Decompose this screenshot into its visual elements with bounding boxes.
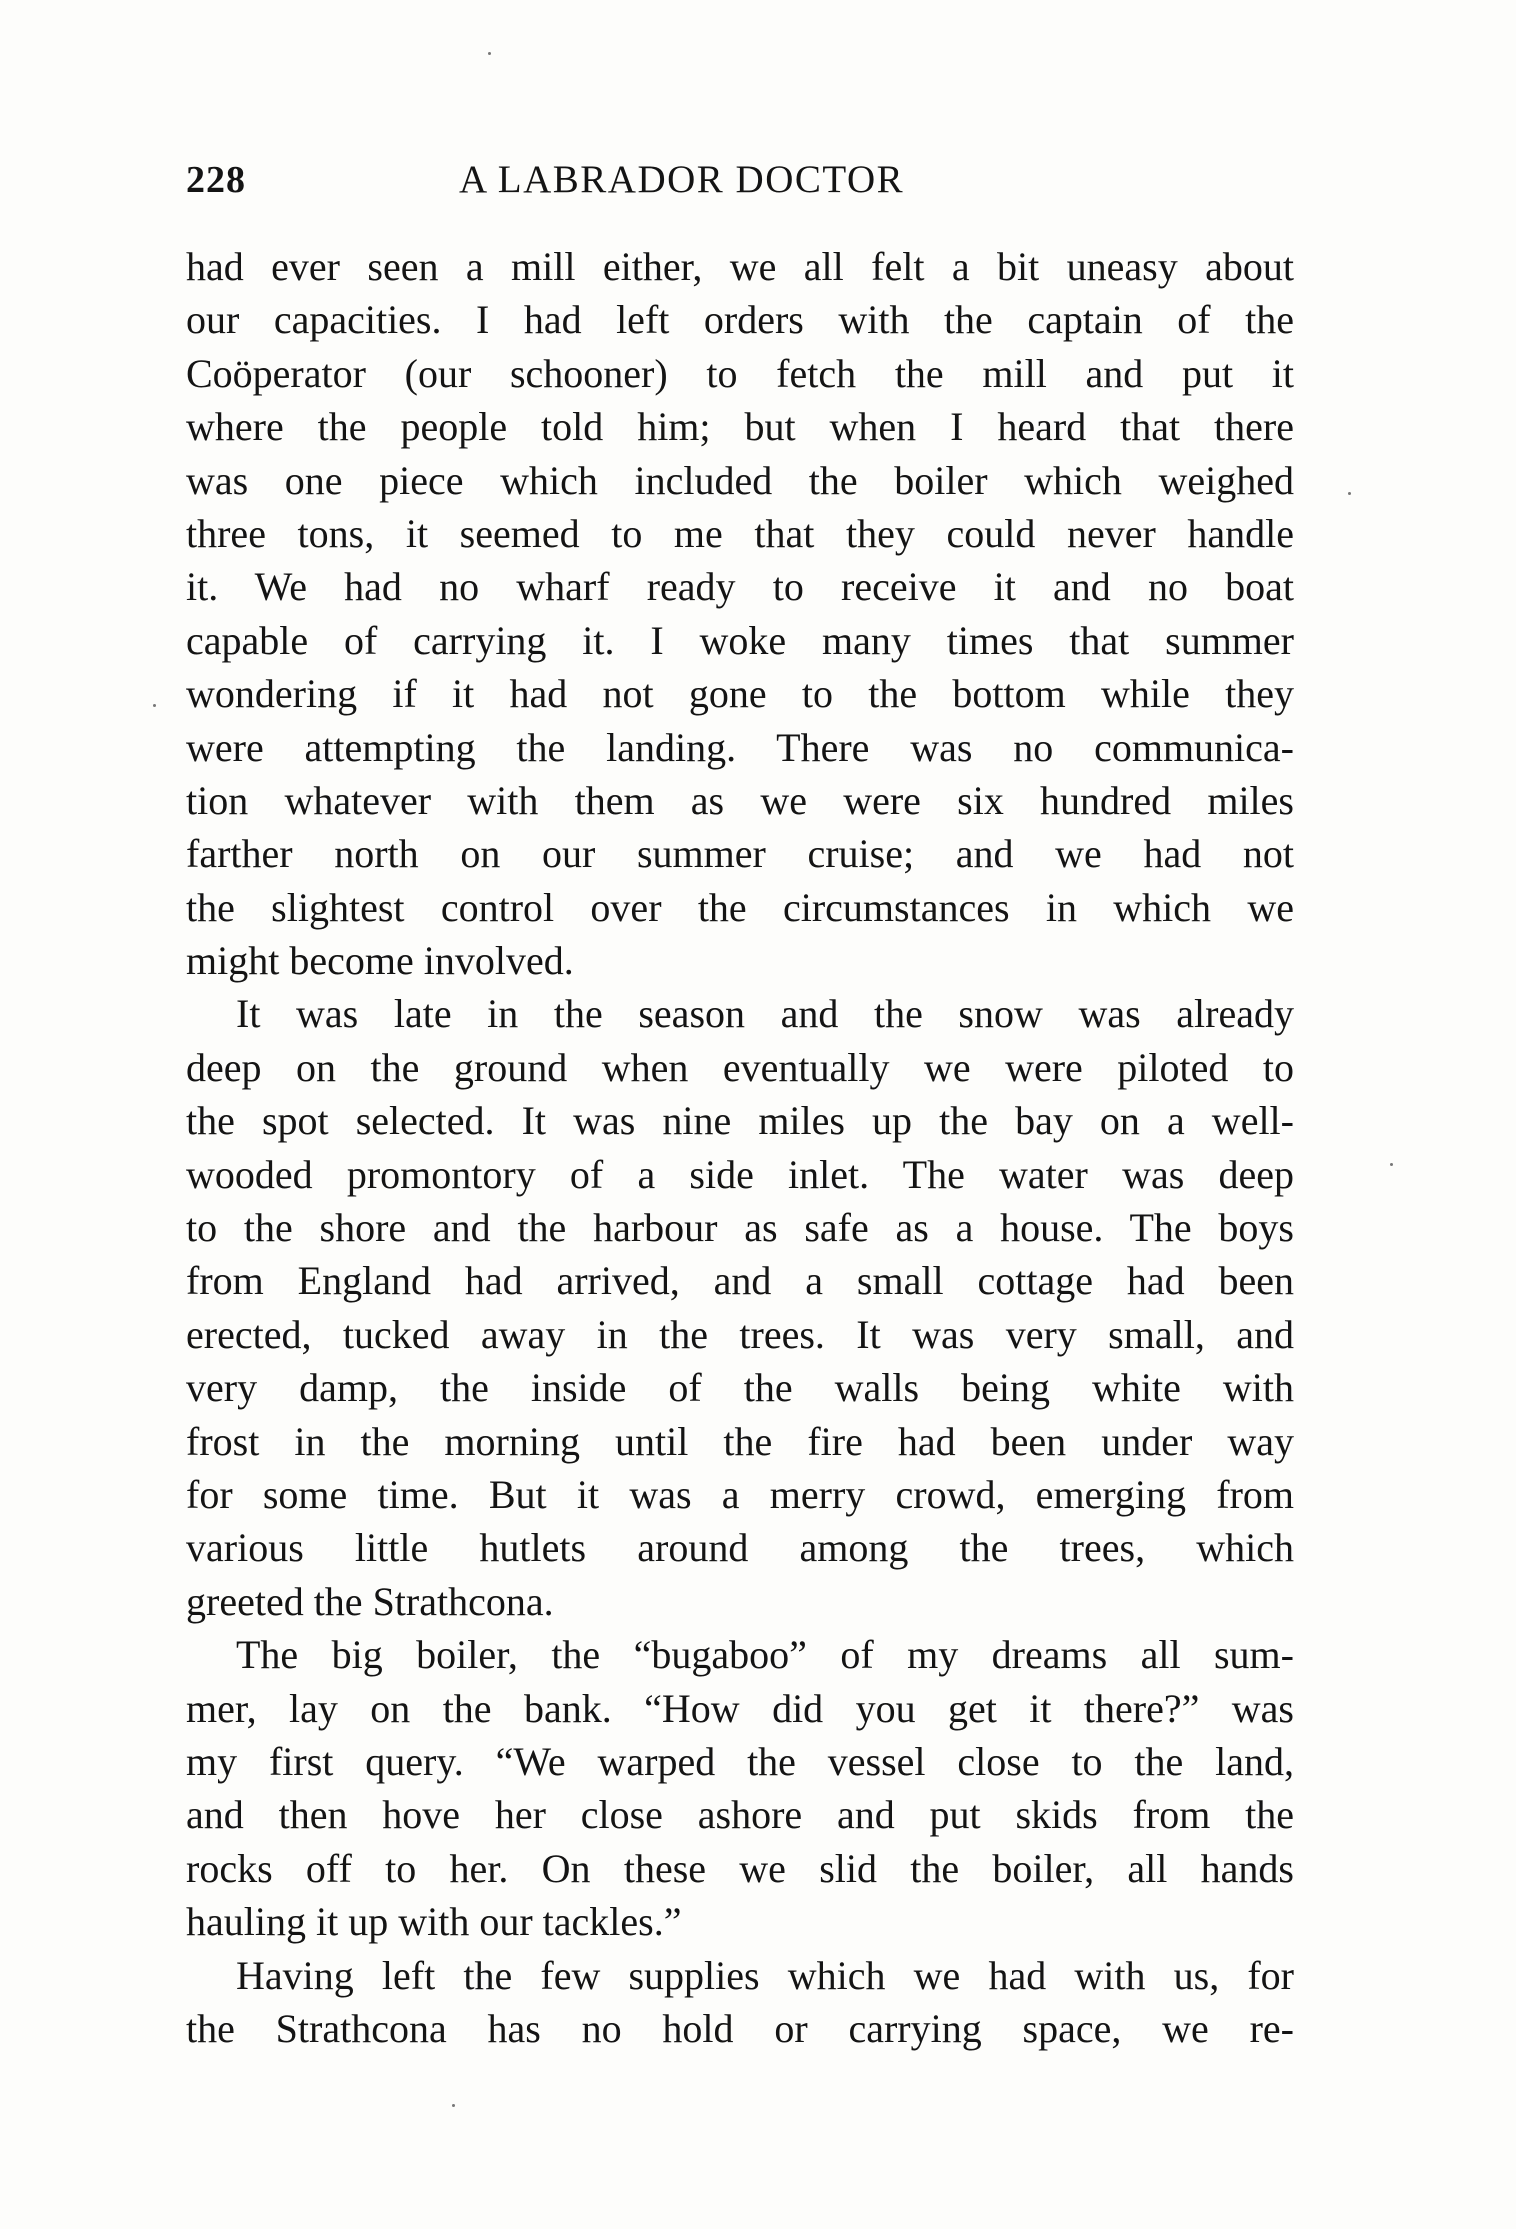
text-line: very damp, the inside of the walls being white with (186, 1365, 1294, 1411)
text-line: tion whatever with them as we were six hundred miles (186, 777, 1294, 823)
text-line: farther north on our summer cruise; and we had not (186, 831, 1294, 877)
text-line: erected, tucked away in the trees. It was very small, and (186, 1311, 1294, 1357)
text-line: the spot selected. It was nine miles up the bay on a well- (186, 1098, 1294, 1144)
text-line: various little hutlets around among the trees, which (186, 1525, 1294, 1571)
text-line: had ever seen a mill either, we all felt a bit uneasy about (186, 244, 1294, 289)
paper-speck (1348, 492, 1351, 495)
text-line: for some time. But it was a merry crowd, emerging from (186, 1471, 1294, 1517)
text-line: might become involved. (186, 938, 574, 984)
page-header (186, 150, 1294, 210)
text-line: my first query. “We warped the vessel close to the land, (186, 1738, 1294, 1784)
text-line: three tons, it seemed to me that they could never handle (186, 510, 1294, 556)
text-line: our capacities. I had left orders with the captain of the (186, 297, 1294, 343)
text-line: frost in the morning until the fire had been under way (186, 1418, 1294, 1464)
body-text (186, 240, 1294, 2055)
text-line: Coöperator (our schooner) to fetch the mill and put it (186, 350, 1294, 396)
paper-speck (1390, 1163, 1393, 1166)
text-line: capable of carrying it. I woke many times that summer (186, 617, 1294, 663)
text-line: was one piece which included the boiler which weighed (186, 457, 1294, 503)
paper-speck (488, 52, 491, 55)
paragraph-start-line: Having left the few supplies which we had with us, for (236, 1952, 1294, 1998)
text-line: from England had arrived, and a small cottage had been (186, 1258, 1294, 1304)
text-line: rocks off to her. On these we slid the boiler, all hands (186, 1845, 1294, 1891)
text-line: and then hove her close ashore and put skids from the (186, 1792, 1294, 1838)
text-line: it. We had no wharf ready to receive it and no boat (186, 564, 1294, 610)
text-line: the slightest control over the circumstances in which we (186, 884, 1294, 930)
text-line: greeted the Strathcona. (186, 1578, 554, 1624)
page-number: 228 (186, 159, 246, 201)
text-line: wooded promontory of a side inlet. The water was deep (186, 1151, 1294, 1197)
text-line: deep on the ground when eventually we were piloted to (186, 1044, 1294, 1090)
paper-speck (452, 2104, 455, 2107)
text-line: to the shore and the harbour as safe as a house. The boys (186, 1205, 1294, 1251)
text-line: hauling it up with our tackles.” (186, 1899, 682, 1945)
text-line: where the people told him; but when I heard that there (186, 404, 1294, 450)
paragraph-start-line: It was late in the season and the snow was already (236, 991, 1294, 1037)
paper-speck (153, 704, 156, 707)
text-line: were attempting the landing. There was no communica- (186, 724, 1294, 770)
text-line: wondering if it had not gone to the bottom while they (186, 671, 1294, 717)
text-line: the Strathcona has no hold or carrying space, we re- (186, 2005, 1294, 2051)
running-title: A LABRADOR DOCTOR (459, 158, 905, 201)
text-line: mer, lay on the bank. “How did you get it there?” was (186, 1685, 1294, 1731)
paragraph-start-line: The big boiler, the “bugaboo” of my dreams all sum- (236, 1632, 1294, 1678)
